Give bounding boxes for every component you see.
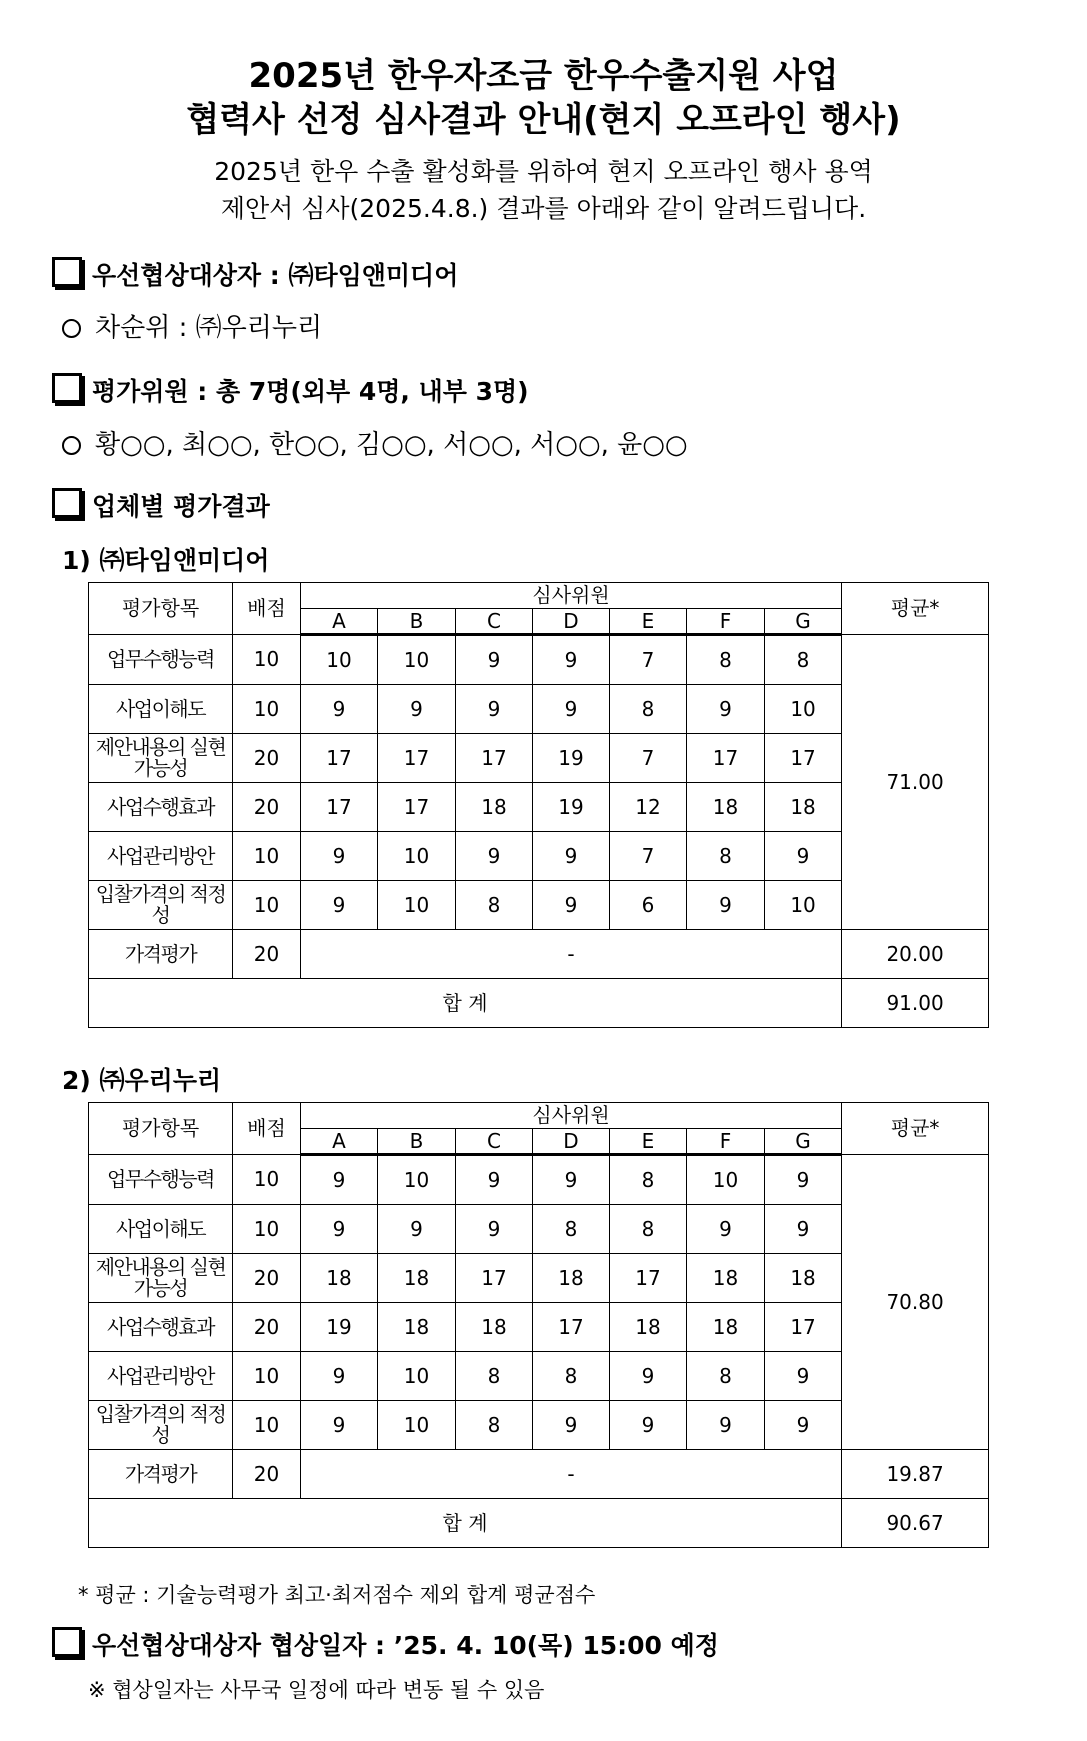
judge-score: 9 <box>610 1352 687 1401</box>
judge-score: 10 <box>765 685 842 734</box>
score-cell: 10 <box>233 881 301 930</box>
judge-score: 18 <box>301 1254 378 1303</box>
judge-score: 17 <box>301 783 378 832</box>
judge-score: 18 <box>378 1254 456 1303</box>
evaluation-table-2 <box>88 1102 989 1548</box>
score-cell: 10 <box>233 1401 301 1450</box>
judge-score: 18 <box>456 783 533 832</box>
company-2-label: 2) ㈜우리누리 <box>62 1066 222 1095</box>
judge-label: E <box>610 1129 687 1155</box>
judge-score: 8 <box>610 685 687 734</box>
item-cell: 사업수행효과 <box>89 783 233 832</box>
judge-score: 8 <box>765 635 842 685</box>
judge-score: 8 <box>687 1352 765 1401</box>
item-cell: 업무수행능력 <box>89 1155 233 1205</box>
judge-score: 9 <box>533 685 610 734</box>
item-cell: 사업관리방안 <box>89 832 233 881</box>
judge-score: 10 <box>378 881 456 930</box>
judge-score: 18 <box>765 1254 842 1303</box>
tech-average: 70.80 <box>842 1155 989 1450</box>
judge-score: 9 <box>687 1205 765 1254</box>
score-cell: 20 <box>233 734 301 783</box>
evaluators-line <box>62 424 688 461</box>
tech-average: 71.00 <box>842 635 989 930</box>
judge-score: 8 <box>456 881 533 930</box>
footnote: * 평균 : 기술능력평가 최고·최저점수 제외 합계 평균점수 <box>78 1583 596 1607</box>
judge-score: 9 <box>456 635 533 685</box>
header-judges: 심사위원 <box>301 1103 842 1129</box>
judge-label: C <box>456 609 533 635</box>
preferred-heading: 우선협상대상자 : ㈜타임앤미디어 <box>92 261 459 290</box>
judge-score: 17 <box>456 1254 533 1303</box>
judge-score: 9 <box>378 1205 456 1254</box>
score-cell: 10 <box>233 1352 301 1401</box>
judge-score: 7 <box>610 832 687 881</box>
score-cell: 20 <box>233 1303 301 1352</box>
judge-score: 9 <box>456 1205 533 1254</box>
judge-score: 17 <box>765 1303 842 1352</box>
evaluator-names: 황○○, 최○○, 한○○, 김○○, 서○○, 서○○, 윤○○ <box>95 430 688 460</box>
results-heading: 업체별 평가결과 <box>92 492 270 521</box>
checkbox-icon <box>52 373 82 403</box>
judge-score: 18 <box>687 1254 765 1303</box>
judge-score: 9 <box>533 635 610 685</box>
evaluators-heading: 평가위원 : 총 7명(외부 4명, 내부 3명) <box>92 377 529 406</box>
score-cell: 10 <box>233 832 301 881</box>
judge-score: 17 <box>687 734 765 783</box>
title-line-1: 2025년 한우자조금 한우수출지원 사업 <box>248 56 839 96</box>
intro-line-1: 2025년 한우 수출 활성화를 위하여 현지 오프라인 행사 용역 <box>214 157 873 186</box>
judge-score: 8 <box>687 832 765 881</box>
judge-score: 9 <box>301 1352 378 1401</box>
judge-label: G <box>765 1129 842 1155</box>
intro-line-2: 제안서 심사(2025.4.8.) 결과를 아래와 같이 알려드립니다. <box>220 194 867 223</box>
company-1-label: 1) ㈜타임앤미디어 <box>62 546 270 575</box>
judge-score: 9 <box>301 1401 378 1450</box>
judge-score: 9 <box>765 1205 842 1254</box>
judge-score: 9 <box>301 1155 378 1205</box>
header-score: 배점 <box>233 1103 301 1155</box>
judge-score: 10 <box>378 1352 456 1401</box>
judge-score: 19 <box>533 734 610 783</box>
judge-score: 18 <box>533 1254 610 1303</box>
price-dash: - <box>301 930 842 979</box>
negotiation-note: ※ 협상일자는 사무국 일정에 따라 변동 될 수 있음 <box>88 1678 545 1702</box>
judge-score: 9 <box>301 1205 378 1254</box>
judge-score: 10 <box>301 635 378 685</box>
score-cell: 20 <box>233 783 301 832</box>
judge-score: 8 <box>533 1205 610 1254</box>
judge-score: 8 <box>456 1352 533 1401</box>
total-row <box>89 979 989 1028</box>
judge-score: 8 <box>456 1401 533 1450</box>
table-row <box>89 1155 989 1205</box>
judge-score: 18 <box>687 783 765 832</box>
judge-score: 9 <box>456 832 533 881</box>
total-value: 90.67 <box>842 1499 989 1548</box>
judge-score: 9 <box>301 685 378 734</box>
score-cell: 10 <box>233 635 301 685</box>
header-score: 배점 <box>233 583 301 635</box>
checkbox-icon <box>52 1627 82 1657</box>
item-cell: 가격평가 <box>89 1450 233 1499</box>
judge-score: 18 <box>687 1303 765 1352</box>
judge-score: 17 <box>533 1303 610 1352</box>
judge-score: 9 <box>610 1401 687 1450</box>
item-cell: 사업수행효과 <box>89 1303 233 1352</box>
header-item: 평가항목 <box>89 583 233 635</box>
price-average: 19.87 <box>842 1450 989 1499</box>
judge-score: 18 <box>765 783 842 832</box>
judge-label: A <box>301 609 378 635</box>
judge-score: 9 <box>765 1155 842 1205</box>
judge-score: 6 <box>610 881 687 930</box>
total-label: 합 계 <box>89 1499 842 1548</box>
judge-score: 18 <box>610 1303 687 1352</box>
judge-score: 8 <box>610 1205 687 1254</box>
score-cell: 20 <box>233 930 301 979</box>
runner-up-line <box>62 307 322 344</box>
judge-score: 9 <box>765 832 842 881</box>
item-cell: 사업관리방안 <box>89 1352 233 1401</box>
score-cell: 20 <box>233 1254 301 1303</box>
judge-label: A <box>301 1129 378 1155</box>
score-cell: 10 <box>233 1155 301 1205</box>
item-cell: 제안내용의 실현가능성 <box>89 734 233 783</box>
item-cell: 제안내용의 실현가능성 <box>89 1254 233 1303</box>
score-cell: 10 <box>233 1205 301 1254</box>
judge-score: 8 <box>533 1352 610 1401</box>
total-label: 합 계 <box>89 979 842 1028</box>
judge-label: G <box>765 609 842 635</box>
total-value: 91.00 <box>842 979 989 1028</box>
header-average: 평균* <box>842 583 989 635</box>
judge-label: B <box>378 609 456 635</box>
score-cell: 10 <box>233 685 301 734</box>
judge-score: 8 <box>687 635 765 685</box>
judge-score: 9 <box>765 1352 842 1401</box>
judge-score: 10 <box>378 832 456 881</box>
score-cell: 20 <box>233 1450 301 1499</box>
judge-score: 19 <box>301 1303 378 1352</box>
evaluation-table-1 <box>88 582 989 1028</box>
judge-label: F <box>687 609 765 635</box>
judge-score: 17 <box>301 734 378 783</box>
judge-score: 9 <box>456 1155 533 1205</box>
judge-label: D <box>533 1129 610 1155</box>
title-line-2: 협력사 선정 심사결과 안내(현지 오프라인 행사) <box>186 100 901 140</box>
item-cell: 업무수행능력 <box>89 635 233 685</box>
judge-score: 10 <box>765 881 842 930</box>
judge-score: 10 <box>378 1401 456 1450</box>
item-cell: 입찰가격의 적정성 <box>89 1401 233 1450</box>
judge-score: 9 <box>301 881 378 930</box>
judge-score: 17 <box>610 1254 687 1303</box>
judge-score: 9 <box>687 685 765 734</box>
header-average: 평균* <box>842 1103 989 1155</box>
judge-score: 10 <box>378 1155 456 1205</box>
item-cell: 사업이해도 <box>89 1205 233 1254</box>
judge-label: B <box>378 1129 456 1155</box>
checkbox-icon <box>52 488 82 518</box>
judge-score: 18 <box>456 1303 533 1352</box>
judge-score: 17 <box>378 734 456 783</box>
price-row <box>89 1450 989 1499</box>
checkbox-icon <box>52 257 82 287</box>
judge-score: 9 <box>533 1401 610 1450</box>
judge-score: 17 <box>456 734 533 783</box>
item-cell: 사업이해도 <box>89 685 233 734</box>
judge-score: 17 <box>378 783 456 832</box>
judge-score: 9 <box>301 832 378 881</box>
price-average: 20.00 <box>842 930 989 979</box>
judge-score: 7 <box>610 734 687 783</box>
circle-bullet-icon <box>62 436 81 455</box>
judge-label: E <box>610 609 687 635</box>
judge-score: 12 <box>610 783 687 832</box>
judge-score: 9 <box>687 881 765 930</box>
table-row <box>89 635 989 685</box>
circle-bullet-icon <box>62 319 81 338</box>
judge-score: 9 <box>533 881 610 930</box>
judge-score: 9 <box>456 685 533 734</box>
judge-score: 9 <box>687 1401 765 1450</box>
judge-score: 17 <box>765 734 842 783</box>
judge-score: 9 <box>533 832 610 881</box>
judge-score: 7 <box>610 635 687 685</box>
judge-label: D <box>533 609 610 635</box>
judge-score: 10 <box>378 635 456 685</box>
judge-label: C <box>456 1129 533 1155</box>
judge-score: 18 <box>378 1303 456 1352</box>
judge-score: 10 <box>687 1155 765 1205</box>
judge-score: 9 <box>765 1401 842 1450</box>
item-cell: 입찰가격의 적정성 <box>89 881 233 930</box>
runner-up-text: 차순위 : ㈜우리누리 <box>95 313 323 343</box>
price-row <box>89 930 989 979</box>
header-item: 평가항목 <box>89 1103 233 1155</box>
judge-score: 9 <box>378 685 456 734</box>
negotiation-heading: 우선협상대상자 협상일자 : ’25. 4. 10(목) 15:00 예정 <box>92 1631 719 1660</box>
header-judges: 심사위원 <box>301 583 842 609</box>
item-cell: 가격평가 <box>89 930 233 979</box>
judge-score: 8 <box>610 1155 687 1205</box>
judge-label: F <box>687 1129 765 1155</box>
total-row <box>89 1499 989 1548</box>
price-dash: - <box>301 1450 842 1499</box>
judge-score: 9 <box>533 1155 610 1205</box>
judge-score: 19 <box>533 783 610 832</box>
